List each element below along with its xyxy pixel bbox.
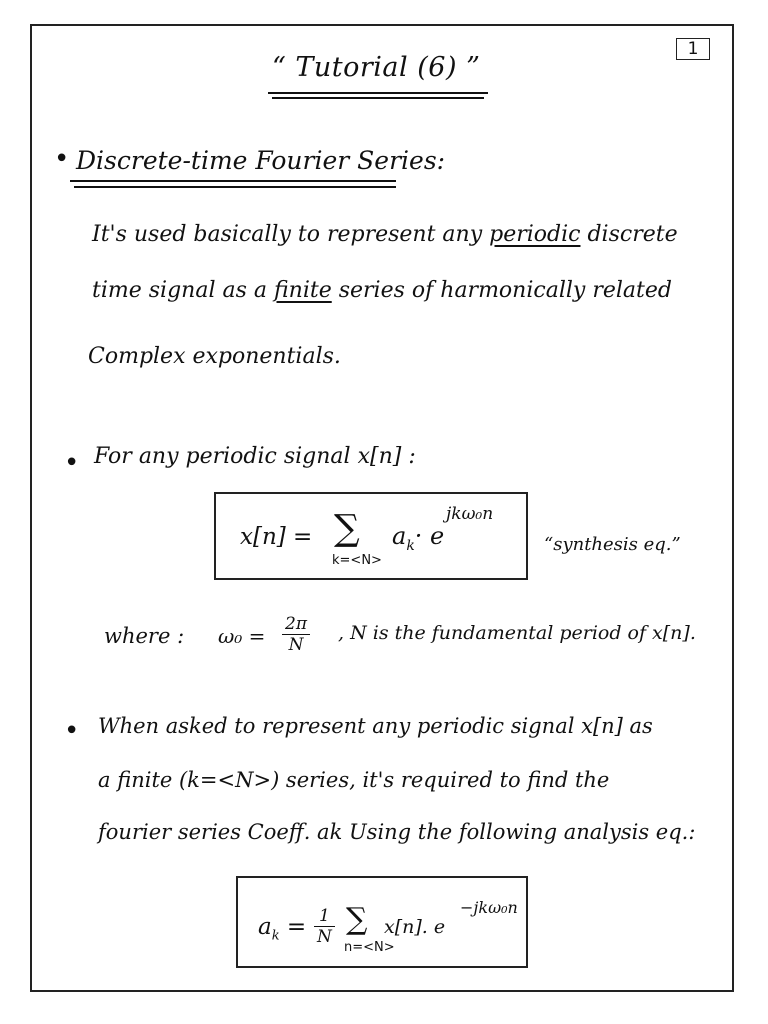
synthesis-lhs: x[n] =: [240, 524, 313, 550]
underlined-word-finite: finite: [273, 278, 332, 303]
heading-underline: [70, 180, 396, 182]
title-underline-double: [272, 97, 484, 99]
analysis-sigma: ∑: [346, 902, 368, 937]
omega-fraction: $\frac{2\pi}{N}$: [282, 614, 310, 655]
section-heading: Discrete-time Fourier Series:: [76, 146, 446, 175]
omega-zero: ω₀ =: [218, 624, 266, 648]
point2-line-1: When asked to represent any periodic signal x[n] as: [98, 714, 653, 738]
analysis-sigma-subscript: n=<N>: [344, 940, 395, 955]
point2-bullet: •: [64, 716, 80, 746]
synthesis-sigma-subscript: k=<N>: [332, 553, 382, 568]
synthesis-term: $a_k\cdot e$: [392, 522, 445, 554]
analysis-term: x[n]. e: [384, 916, 446, 938]
synthesis-sigma: ∑: [334, 508, 360, 549]
section-bullet: •: [54, 144, 70, 174]
point2-line-2: a finite (k=<N>) series, it's required to find the: [98, 768, 610, 792]
synthesis-exponent: jkω₀n: [446, 504, 494, 524]
where-label: where :: [104, 624, 185, 648]
point1-text: For any periodic signal x[n] :: [94, 444, 416, 469]
title-underline: [268, 92, 488, 94]
intro-line-3: Complex exponentials.: [88, 344, 341, 369]
where-rest: , N is the fundamental period of x[n].: [338, 622, 696, 644]
point1-bullet: •: [64, 448, 80, 478]
intro-line-2: time signal as a finite series of harmonically related: [92, 278, 672, 303]
analysis-lhs: $a_k$ =: [258, 914, 307, 944]
page-title: “ Tutorial (6) ”: [272, 52, 481, 83]
analysis-exponent: −jkω₀n: [460, 898, 518, 917]
point2-line-3: fourier series Coeff. ak Using the following analysis eq.:: [98, 820, 696, 844]
underlined-word-periodic: periodic: [489, 222, 581, 247]
page-number: 1: [676, 38, 710, 60]
heading-underline-double: [74, 186, 396, 188]
synthesis-label: “synthesis eq.”: [544, 534, 681, 555]
analysis-fraction: $\frac{1}{N}$: [314, 906, 335, 947]
intro-line-1: It's used basically to represent any periodic discrete: [92, 222, 678, 247]
